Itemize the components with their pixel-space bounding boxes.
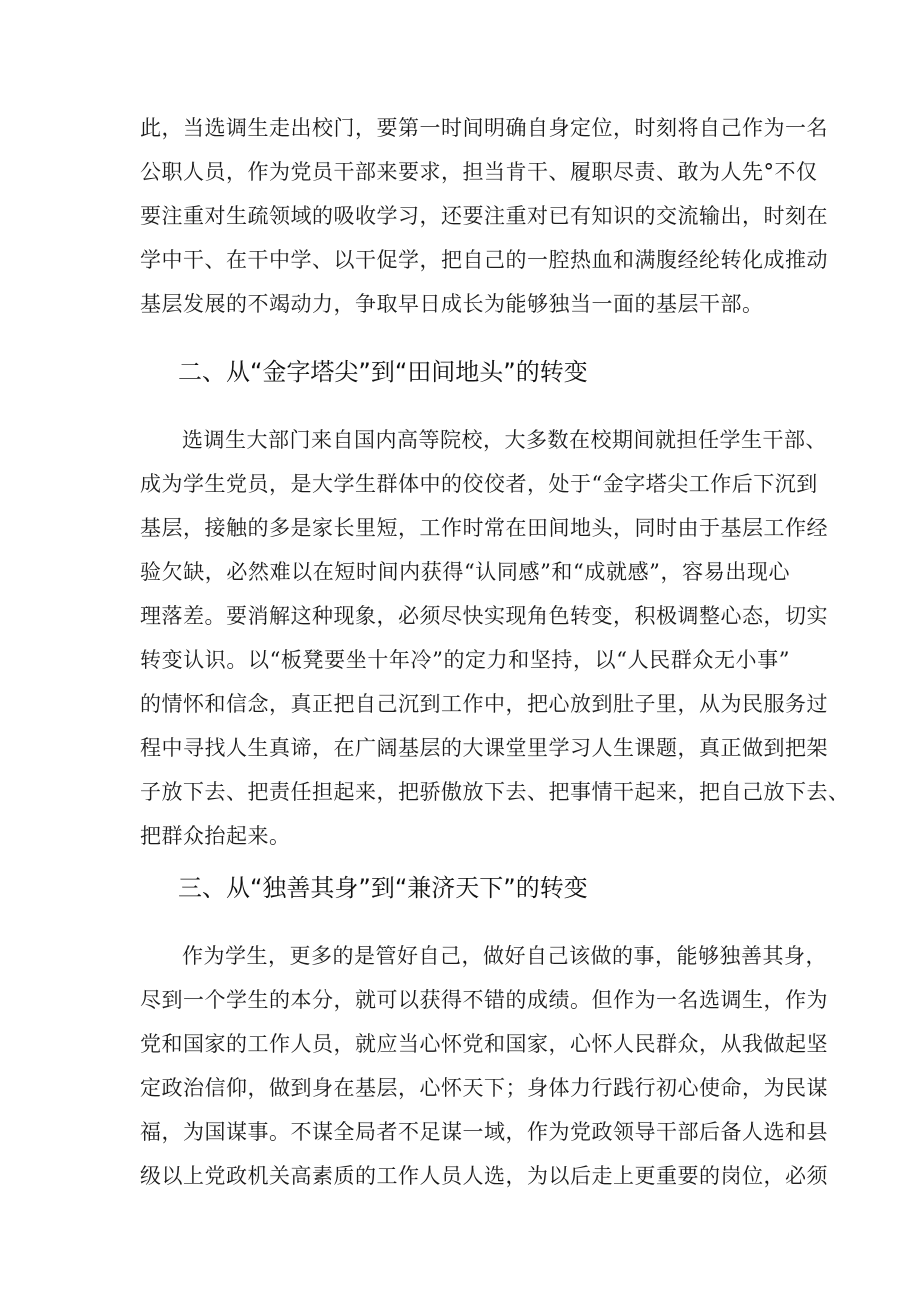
paragraph-1 bbox=[140, 106, 828, 326]
paragraph-3 bbox=[140, 934, 828, 1198]
paragraph-line: 理落差。要消解这种现象，必须尽快实现角色转变，积极调整心态，切实 bbox=[140, 604, 828, 628]
paragraph-line: 此，当选调生走出校门，要第一时间明确自身定位，时刻将自己作为一名 bbox=[140, 116, 828, 140]
section-heading-3: 三、从“独善其身”到“兼济天下”的转变 bbox=[178, 874, 588, 902]
paragraph-line: 转变认识。以“板凳要坐十年冷”的定力和坚持，以“人民群众无小事” bbox=[140, 648, 790, 672]
paragraph-line: 基层发展的不竭动力，争取早日成长为能够独当一面的基层干部。 bbox=[140, 292, 764, 316]
paragraph-line: 子放下去、把责任担起来，把骄傲放下去、把事情干起来，把自己放下去、 bbox=[140, 780, 850, 804]
paragraph-line: 成为学生党员，是大学生群体中的佼佼者，处于“金字塔尖工作后下沉到 bbox=[140, 472, 818, 496]
paragraph-line: 把群众抬起来。 bbox=[140, 824, 291, 848]
paragraph-line: 定政治信仰，做到身在基层，心怀天下；身体力行践行初心使命，为民谋 bbox=[140, 1076, 828, 1100]
paragraph-line: 学中干、在干中学、以干促学，把自己的一腔热血和满腹经纶转化成推动 bbox=[140, 248, 828, 272]
paragraph-line: 尽到一个学生的本分，就可以获得不错的成绩。但作为一名选调生，作为 bbox=[140, 988, 828, 1012]
section-heading-2: 二、从“金字塔尖”到“田间地头”的转变 bbox=[178, 358, 588, 386]
paragraph-line: 验欠缺，必然难以在短时间内获得“认同感”和“成就感”，容易出现心 bbox=[140, 560, 790, 584]
paragraph-line: 党和国家的工作人员，就应当心怀党和国家，心怀人民群众，从我做起坚 bbox=[140, 1032, 828, 1056]
paragraph-line: 福，为国谋事。不谋全局者不足谋一域，作为党政领导干部后备人选和县 bbox=[140, 1120, 828, 1144]
paragraph-line: 公职人员，作为党员干部来要求，担当肯干、履职尽责、敢为人先°不仅 bbox=[140, 160, 818, 184]
paragraph-line: 程中寻找人生真谛，在广阔基层的大课堂里学习人生课题，真正做到把架 bbox=[140, 736, 828, 760]
paragraph-line: 要注重对生疏领域的吸收学习，还要注重对已有知识的交流输出，时刻在 bbox=[140, 204, 828, 228]
paragraph-line: 级以上党政机关高素质的工作人员人选，为以后走上更重要的岗位，必须 bbox=[140, 1164, 828, 1188]
paragraph-line: 的情怀和信念，真正把自己沉到工作中，把心放到肚子里，从为民服务过 bbox=[140, 692, 828, 716]
paragraph-2 bbox=[140, 418, 850, 858]
paragraph-line: 作为学生，更多的是管好自己，做好自己该做的事，能够独善其身， bbox=[182, 944, 827, 968]
paragraph-line: 选调生大部门来自国内高等院校，大多数在校期间就担任学生干部、 bbox=[182, 428, 827, 452]
paragraph-line: 基层，接触的多是家长里短，工作时常在田间地头，同时由于基层工作经 bbox=[140, 516, 828, 540]
